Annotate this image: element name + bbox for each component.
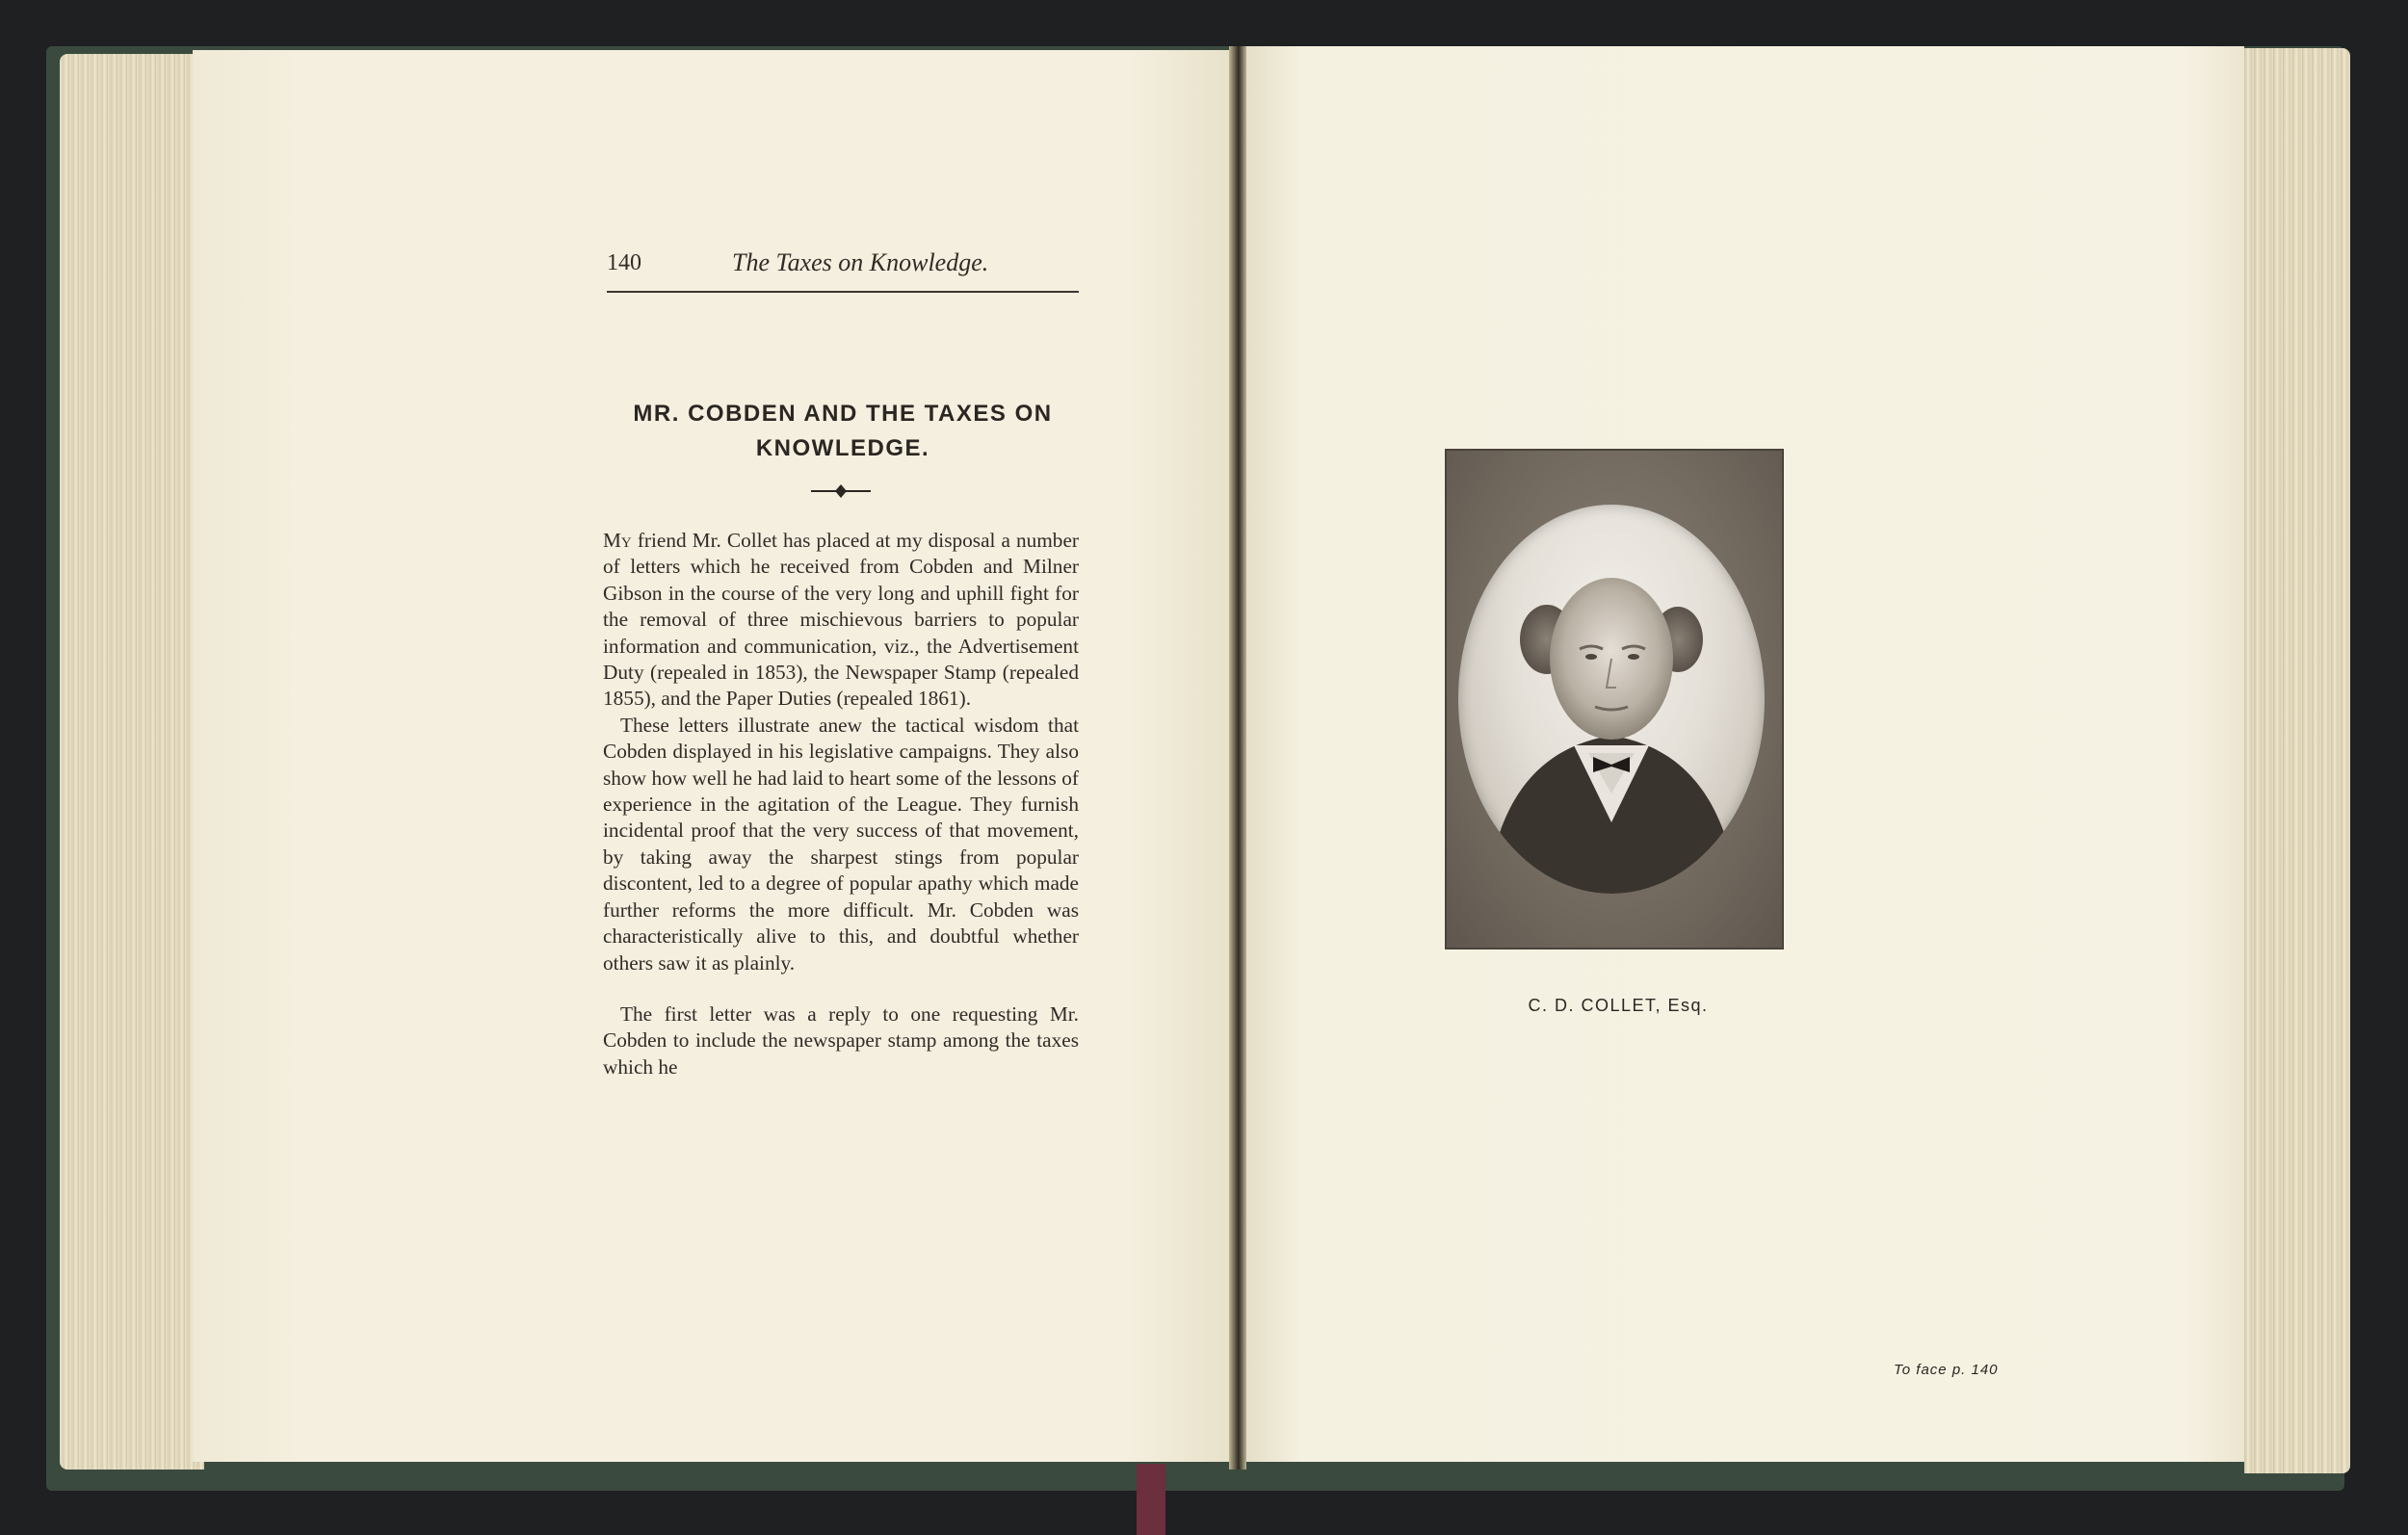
paragraph-3: The first letter was a reply to one requesting Mr. Cobden to include the newspaper stamp among the taxes which he <box>603 1002 1079 1079</box>
running-title: The Taxes on Knowledge. <box>732 248 989 276</box>
paragraph-2: These letters illustrate anew the tactical wisdom that Cobden displayed in his legislative campaigns. They also show how well he had laid to heart some of the lessons of experience in the agitation of the League. They furnish incidental proof that the very success of that movement, by taking away the sharpest stings from popular discontent, led to a degree of popular apathy which made further reforms the more difficult. Mr. Cobden was characteristically alive to this, and doubtful whether others saw it as plainly. <box>603 713 1079 975</box>
left-page-edges <box>60 54 204 1470</box>
right-page-edges <box>2244 48 2350 1473</box>
chapter-title-line-1: MR. COBDEN AND THE TAXES ON <box>633 401 1053 427</box>
portrait-photograph <box>1458 505 1765 894</box>
running-head <box>607 248 1079 293</box>
paragraph-1-lead-word: My <box>603 529 632 552</box>
portrait-oval-frame <box>1458 505 1765 894</box>
paragraph-1 <box>603 528 1079 713</box>
chapter-title-line-2: KNOWLEDGE. <box>755 435 930 461</box>
chapter-title <box>616 397 1069 466</box>
ribbon-bookmark <box>1137 1464 1165 1535</box>
fleuron-rule-icon <box>809 481 873 501</box>
book-gutter <box>1229 46 1246 1470</box>
paragraph-1-text: friend Mr. Collet has placed at my disposal a number of letters which he received from Cobden and Milner Gibson in the course of the very long and uphill fight for the removal of three mischievous barriers to popular information and communication, viz., the Advertisement Duty (repealed in 1853), the Newspaper Stamp (repealed 1855), and the Paper Duties (repealed 1861). <box>603 529 1079 711</box>
body-text <box>603 528 1079 1080</box>
portrait-plate <box>1445 449 1784 950</box>
page-number: 140 <box>607 250 641 275</box>
portrait-caption: C. D. COLLET, Esq. <box>1528 996 1709 1015</box>
plate-reference: To face p. 140 <box>1894 1362 1999 1378</box>
